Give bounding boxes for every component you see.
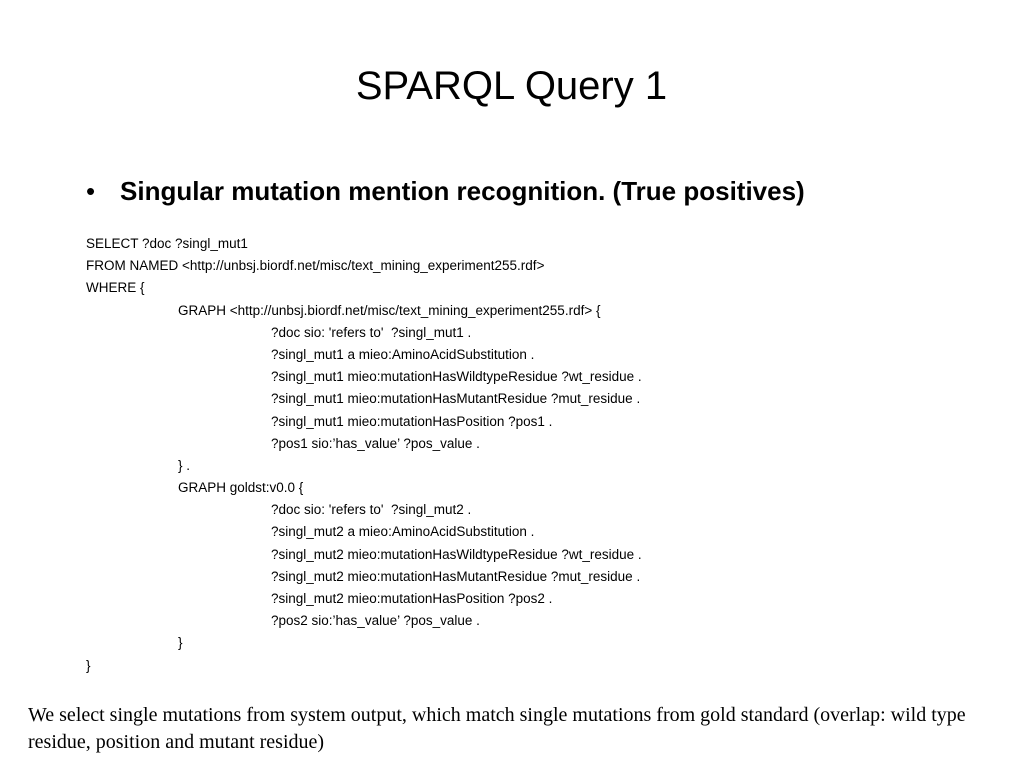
bullet-marker: • [86,176,96,206]
query-line: ?pos2 sio:’has_value’ ?pos_value . [271,613,480,629]
query-line: } [86,657,91,673]
query-line: } . [178,457,191,473]
slide-title: SPARQL Query 1 [355,64,668,108]
bullet-text: Singular mutation mention recognition. (True positives) [120,176,805,206]
query-line: ?singl_mut2 mieo:mutationHasMutantResidue ?mut_residue . [271,568,641,584]
query-line: GRAPH <http://unbsj.biordf.net/misc/text_mining_experiment255.rdf> { [178,302,601,318]
query-line: SELECT ?doc ?singl_mut1 [86,236,248,251]
query-line: ?singl_mut1 mieo:mutationHasPosition ?pos1 . [271,413,553,429]
query-line: ?singl_mut1 mieo:mutationHasMutantResidue ?mut_residue . [271,391,641,407]
query-line: } [178,635,183,651]
query-line: ?singl_mut2 a mieo:AminoAcidSubstitution . [271,524,535,540]
query-line: ?pos1 sio:’has_value’ ?pos_value . [271,435,480,451]
query-line: GRAPH goldst:v0.0 { [178,480,304,496]
bullet-point [86,173,805,209]
slide-caption: We select single mutations from system output, which match single mutations from gold standard (overlap: wild type residue, position and mutant residue) [28,704,966,753]
query-line: ?singl_mut1 mieo:mutationHasWildtypeResidue ?wt_residue . [271,369,642,385]
query-line: ?doc sio: 'refers to' ?singl_mut2 . [271,502,472,518]
query-line: WHERE { [86,280,145,296]
query-line: ?singl_mut2 mieo:mutationHasPosition ?pos2 . [271,591,553,606]
query-line: ?singl_mut1 a mieo:AminoAcidSubstitution . [271,346,535,362]
query-line: FROM NAMED <http://unbsj.biordf.net/misc/text_mining_experiment255.rdf> [86,258,545,274]
sparql-query-block [86,233,642,677]
query-line: ?singl_mut2 mieo:mutationHasWildtypeResidue ?wt_residue . [271,546,642,562]
query-line: ?doc sio: 'refers to' ?singl_mut1 . [271,324,472,340]
